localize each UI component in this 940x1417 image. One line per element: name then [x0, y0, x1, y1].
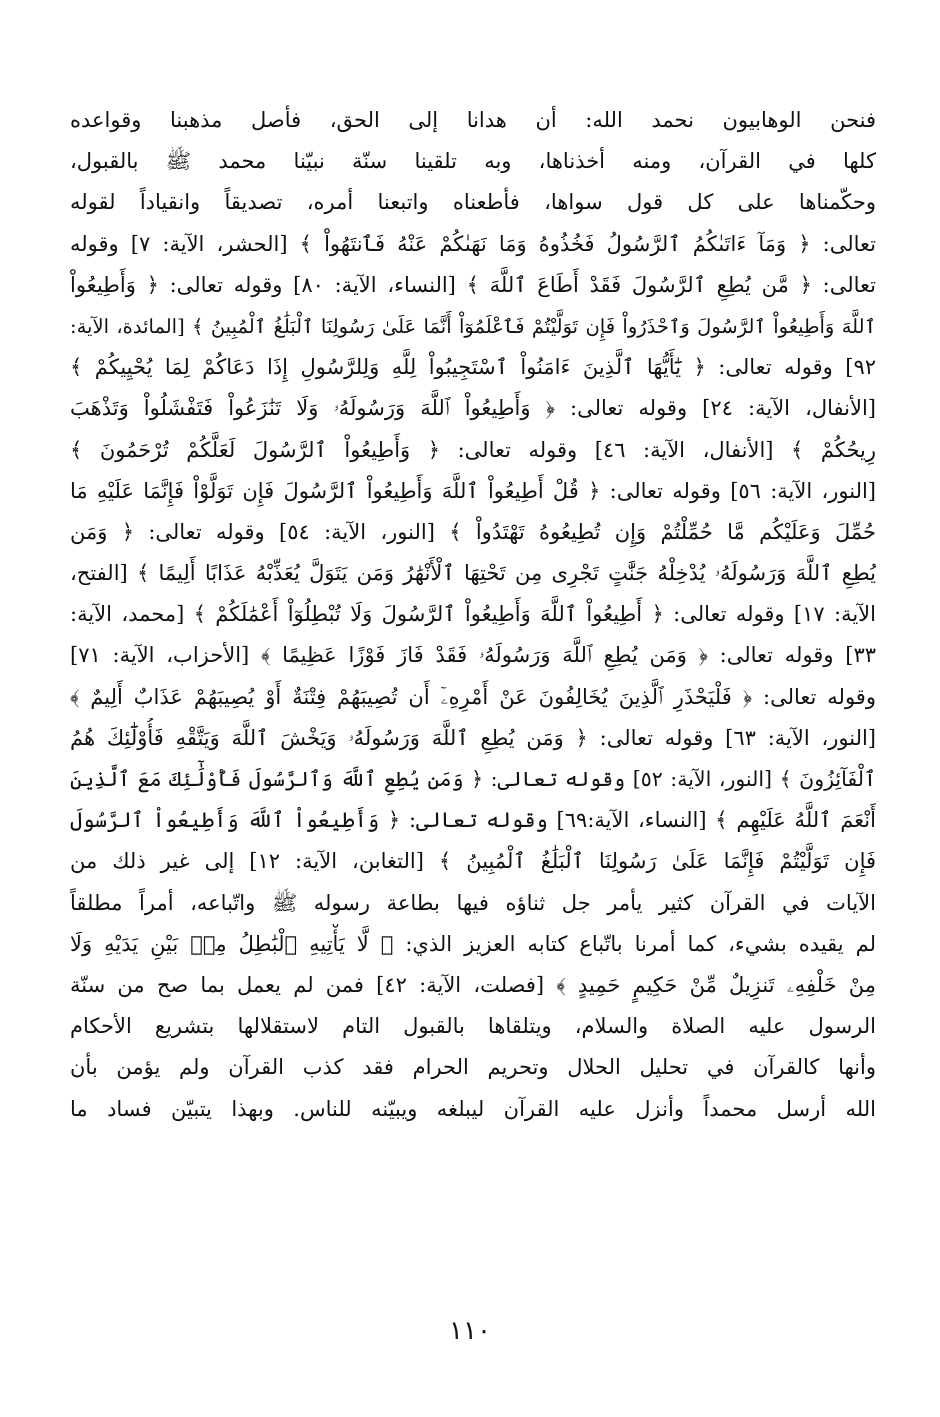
text-line: [النور، الآية: ٦٣] وقوله تعالى: ﴿ وَمَن يُطِعِ ٱللَّهَ وَرَسُولَهُۥ وَيَخْشَ ٱللَّهَ وَيَتَّقْهِ فَأُوْلَٰٓئِكَ هُمُ — [70, 725, 876, 750]
text-line: فنحن الوهابيون نحمد الله: أن هدانا إلى الحق، فأصل مذهبنا وقواعده — [70, 108, 876, 132]
text-line: ٱلْفَآئِزُونَ ﴾ [النور، الآية: ٥٢] وقوله تعالى: ﴿ وَمَن يُطِعِ ٱللَّهَ وَٱلرَّسُولَ فَأُوْلَٰٓئِكَ مَعَ ٱلَّذِينَ — [70, 767, 876, 791]
text-line: مِنْ خَلْفِهِۦ تَنزِيلٌ مِّنْ حَكِيمٍ حَمِيدٍ ﴾ [فصلت، الآية: ٤٢] فمن لم يعمل بما صح من سنّة — [70, 972, 876, 997]
text-line: [الأنفال، الآية: ٢٤] وقوله تعالى: ﴿ وَأَطِيعُواْ ٱللَّهَ وَرَسُولَهُۥ وَلَا تَنَٰزَعُواْ فَتَفْشَلُواْ وَتَذْهَبَ — [70, 396, 876, 421]
text-line: الآية: ١٧] وقوله تعالى: ﴿ أَطِيعُواْ ٱللَّهَ وَأَطِيعُواْ ٱلرَّسُولَ وَلَا تُبْطِلُوٓاْ أَعْمَٰلَكُمْ ﴾ [محمد، الآية: — [70, 602, 876, 627]
text-line: أَنْعَمَ ٱللَّهُ عَلَيْهِم ﴾ [النساء، الآية:٦٩] وقوله تعالى: ﴿ وَأَطِيعُواْ ٱللَّهَ وَأَطِيعُواْ ٱلرَّسُولَ — [70, 808, 876, 833]
page-body — [70, 100, 876, 1130]
text-line: ٣٣] وقوله تعالى: ﴿ وَمَن يُطِعِ ٱللَّهَ وَرَسُولَهُۥ فَقَدْ فَازَ فَوْزًا عَظِيمًا ﴾ [الأحزاب، الآية: ٧١] — [70, 643, 876, 668]
text-line: فَإِن تَوَلَّيْتُمْ فَإِنَّمَا عَلَىٰ رَسُولِنَا ٱلْبَلَٰغُ ٱلْمُبِينُ ﴾ [التغابن، الآية: ١٢] إلى غير ذلك من — [70, 849, 876, 874]
text-line: كلها في القرآن، ومنه أخذناها، وبه تلقينا سنّة نبيّنا محمد ﷺ بالقبول، — [70, 149, 876, 174]
text-line: الآيات في القرآن كثير يأمر جل ثناؤه فيها بطاعة رسوله ﷺ واتّباعه، أمراً مطلقاً — [70, 890, 876, 915]
text-line: وقوله تعالى: ﴿ فَلْيَحْذَرِ ٱلَّذِينَ يُخَالِفُونَ عَنْ أَمْرِهِۦٓ أَن تُصِيبَهُمْ فِتْنَةٌ أَوْ يُصِيبَهُمْ عَذَابٌ أَلِيمٌ ﴾ — [70, 684, 876, 709]
text-line: لم يقيده بشيء، كما أمرنا باتّباع كتابه العزيز الذي: ﴿ لَّا يَأْتِيهِ ٱلْبَٰطِلُ مِنۢ بَيْنِ يَدَيْهِ وَلَا — [70, 931, 876, 956]
text-line: تعالى: ﴿ مَّن يُطِعِ ٱلرَّسُولَ فَقَدْ أَطَاعَ ٱللَّهَ ﴾ [النساء، الآية: ٨٠] وقوله تعالى: ﴿ وَأَطِيعُواْ — [70, 272, 876, 297]
text-line: وأنها كالقرآن في تحليل الحلال وتحريم الحرام فقد كذب القرآن ولم يؤمن بأن — [70, 1055, 876, 1080]
text-line: رِيحُكُمْ ﴾ [الأنفال، الآية: ٤٦] وقوله تعالى: ﴿ وَأَطِيعُواْ ٱلرَّسُولَ لَعَلَّكُمْ تُرْحَمُونَ ﴾ — [70, 437, 876, 462]
text-line: حُمِّلَ وَعَلَيْكُم مَّا حُمِّلْتُمْ وَإِن تُطِيعُوهُ تَهْتَدُواْ ﴾ [النور، الآية: ٥٤] وقوله تعالى: ﴿ وَمَن — [70, 519, 876, 544]
text-line: يُطِعِ ٱللَّهَ وَرَسُولَهُۥ يُدْخِلْهُ جَنَّٰتٍ تَجْرِى مِن تَحْتِهَا ٱلْأَنْهَٰرُ وَمَن يَتَوَلَّ يُعَذِّبْهُ عَذَابًا أَلِيمًا ﴾ [الفتح، — [70, 561, 876, 586]
text-line: تعالى: ﴿ وَمَآ ءَاتَىٰكُمُ ٱلرَّسُولُ فَخُذُوهُ وَمَا نَهَىٰكُمْ عَنْهُ فَٱنتَهُواْ ﴾ [الحشر، الآية: ٧] وقوله — [70, 231, 876, 256]
text-line: وحكّمناها على كل قول سواها، فأطعناه واتبعنا أمره، تصديقاً وانقياداً لقوله — [70, 190, 876, 215]
text-line: ٩٢] وقوله تعالى: ﴿ يَٰٓأَيُّهَا ٱلَّذِينَ ءَامَنُواْ ٱسْتَجِيبُواْ لِلَّهِ وَلِلرَّسُولِ إِذَا دَعَاكُمْ لِمَا يُحْيِيكُمْ ﴾ — [70, 355, 876, 380]
text-line: [النور، الآية: ٥٦] وقوله تعالى: ﴿ قُلْ أَطِيعُواْ ٱللَّهَ وَأَطِيعُواْ ٱلرَّسُولَ فَإِن تَوَلَّوْاْ فَإِنَّمَا عَلَيْهِ مَا — [70, 478, 876, 503]
page-number: ١١٠ — [449, 1316, 491, 1346]
text-line: ٱللَّهَ وَأَطِيعُواْ ٱلرَّسُولَ وَٱحْذَرُواْ فَإِن تَوَلَّيْتُمْ فَٱعْلَمُوٓاْ أَنَّمَا عَلَىٰ رَسُولِنَا ٱلْبَلَٰغُ ٱلْمُبِينُ ﴾ [المائدة، الآية: — [70, 314, 876, 338]
text-line: الله أرسل محمداً وأنزل عليه القرآن ليبلغه ويبيّنه للناس. وبهذا يتبيّن فساد ما — [70, 1096, 876, 1121]
text-line: الرسول عليه الصلاة والسلام، ويتلقاها بالقبول التام لاستقلالها بتشريع الأحكام — [70, 1014, 876, 1039]
